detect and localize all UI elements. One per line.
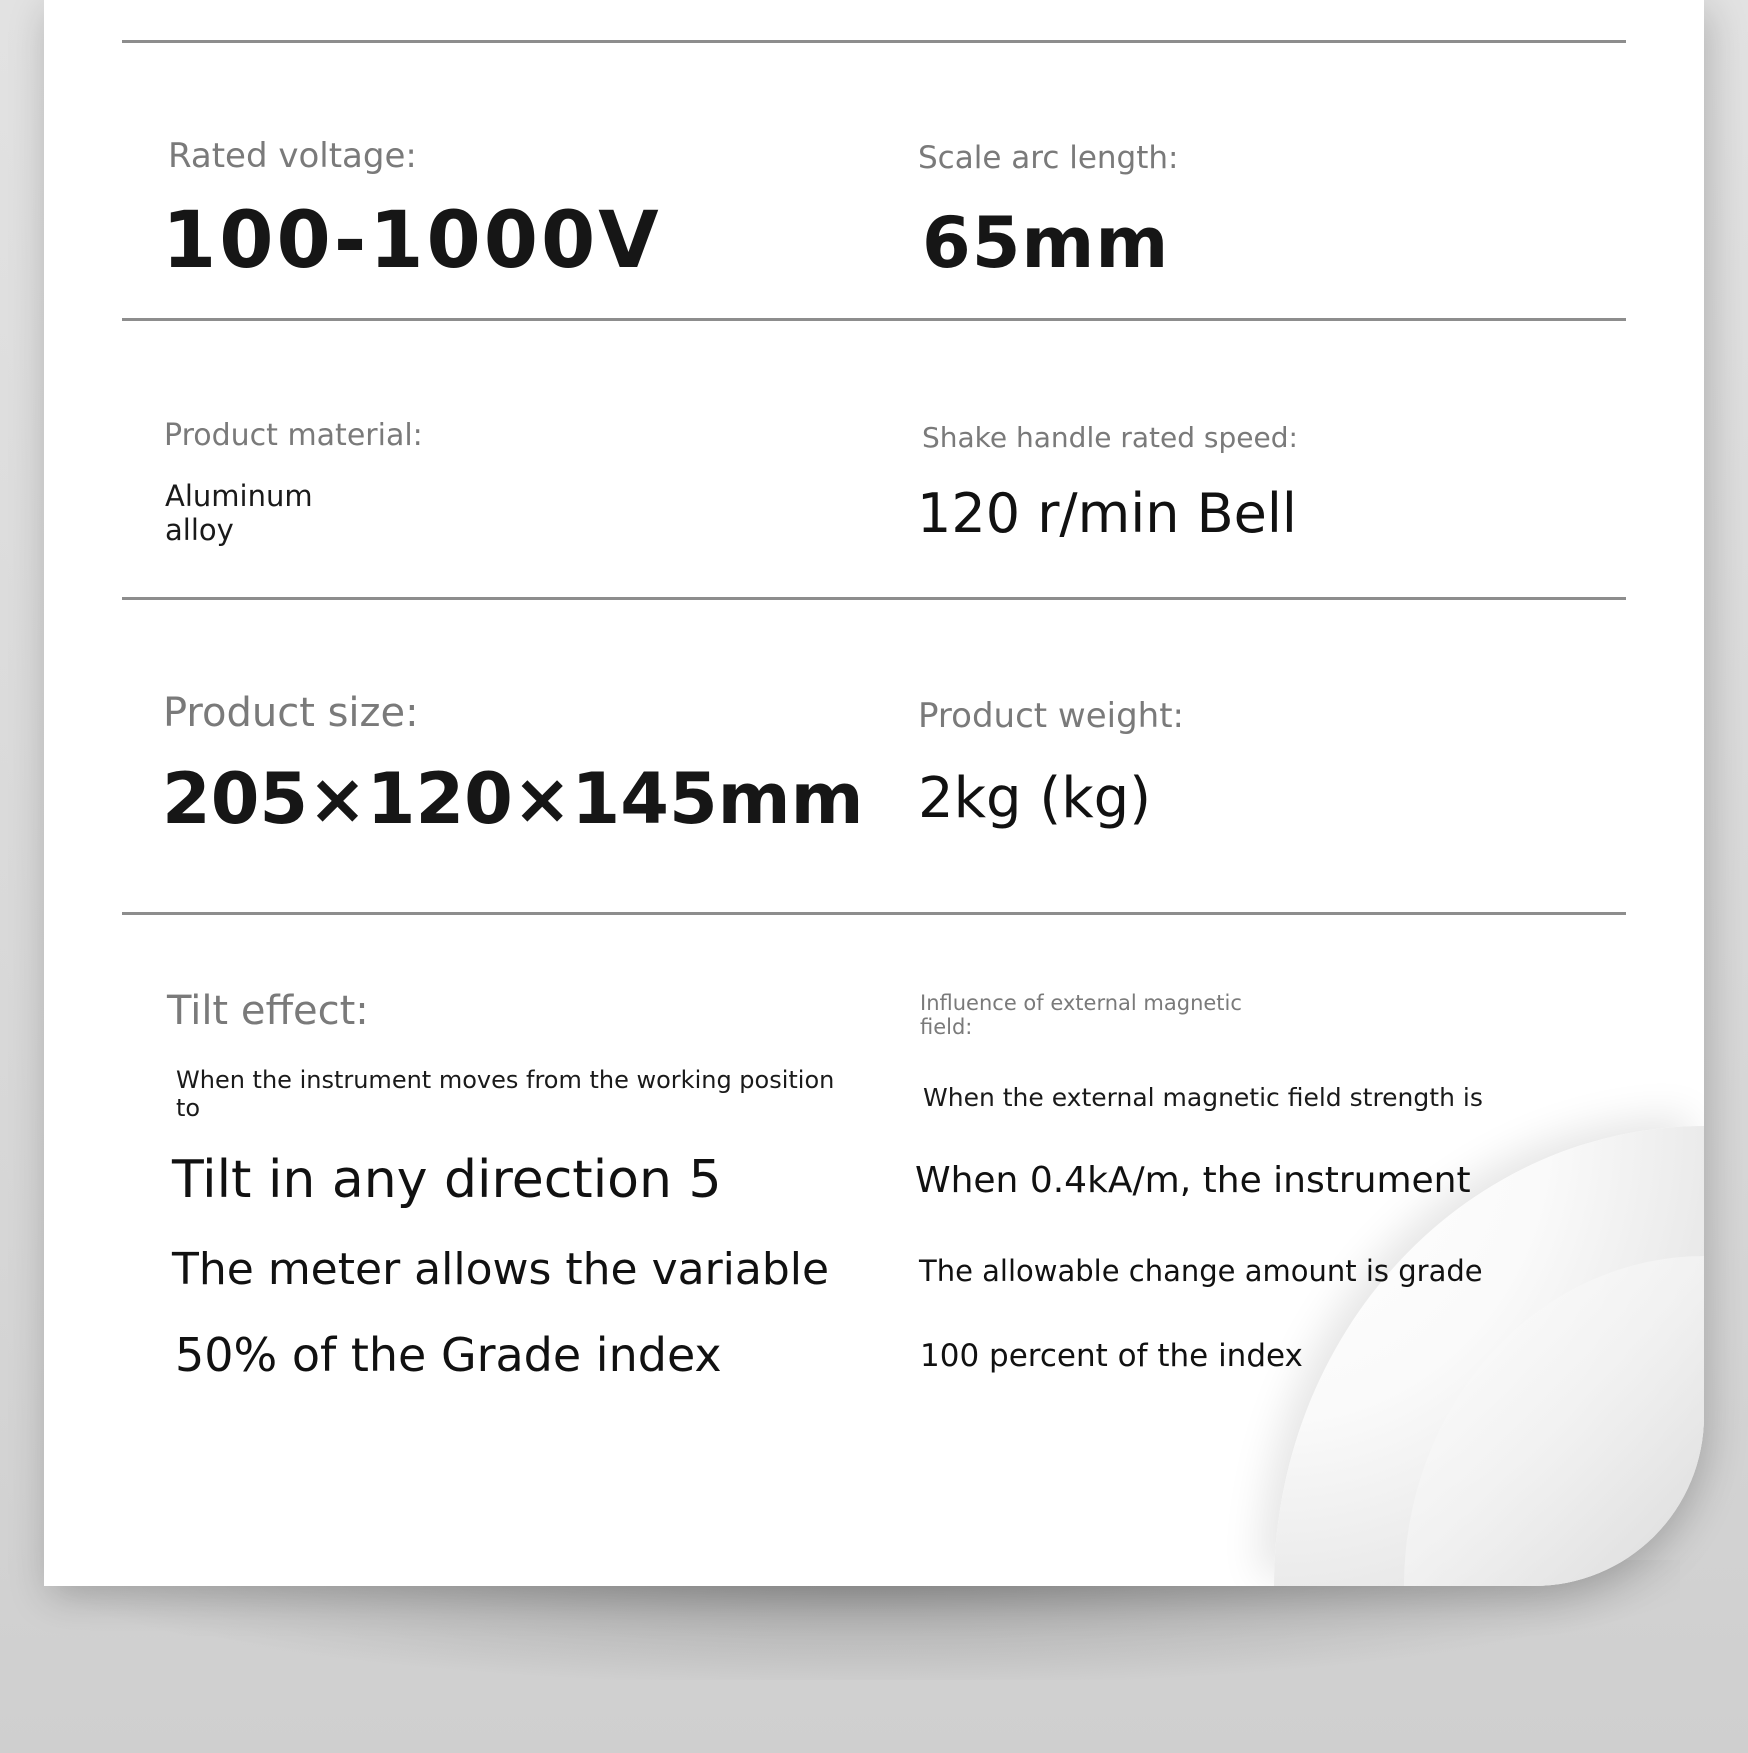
magnetic-field-line3: The allowable change amount is grade xyxy=(919,1254,1483,1288)
product-material-value-line1: Aluminum xyxy=(165,479,313,513)
magnetic-field-label-line2: field: xyxy=(920,1015,973,1039)
tilt-effect-line1: Tilt in any direction 5 xyxy=(172,1150,722,1210)
divider-2 xyxy=(122,597,1626,600)
divider-1 xyxy=(122,318,1626,321)
tilt-effect-intro-line2: to xyxy=(176,1094,201,1122)
tilt-effect-label: Tilt effect: xyxy=(167,988,369,1034)
shake-handle-speed-label: Shake handle rated speed: xyxy=(922,421,1298,454)
magnetic-field-label-line1: Influence of external magnetic xyxy=(920,991,1242,1015)
tilt-effect-line2: The meter allows the variable xyxy=(172,1244,830,1295)
product-material-label: Product material: xyxy=(164,418,423,453)
tilt-effect-line3: 50% of the Grade index xyxy=(175,1328,722,1382)
magnetic-field-line2: When 0.4kA/m, the instrument xyxy=(915,1160,1471,1201)
rated-voltage-label: Rated voltage: xyxy=(168,136,417,176)
scale-arc-length-value: 65mm xyxy=(922,202,1170,284)
magnetic-field-line4: 100 percent of the index xyxy=(920,1338,1303,1374)
magnetic-field-line1: When the external magnetic field strength is xyxy=(923,1083,1483,1112)
product-size-label: Product size: xyxy=(163,690,419,736)
product-material-value-line2: alloy xyxy=(165,513,234,547)
product-weight-value: 2kg (kg) xyxy=(918,766,1152,831)
scale-arc-length-label: Scale arc length: xyxy=(918,140,1179,176)
tilt-effect-intro-line1: When the instrument moves from the working position xyxy=(176,1066,835,1094)
product-weight-label: Product weight: xyxy=(918,696,1184,736)
rated-voltage-value: 100-1000V xyxy=(162,196,662,286)
divider-top xyxy=(122,40,1626,43)
divider-3 xyxy=(122,912,1626,915)
shake-handle-speed-value: 120 r/min Bell xyxy=(917,482,1297,545)
product-size-value: 205×120×145mm xyxy=(162,758,864,840)
